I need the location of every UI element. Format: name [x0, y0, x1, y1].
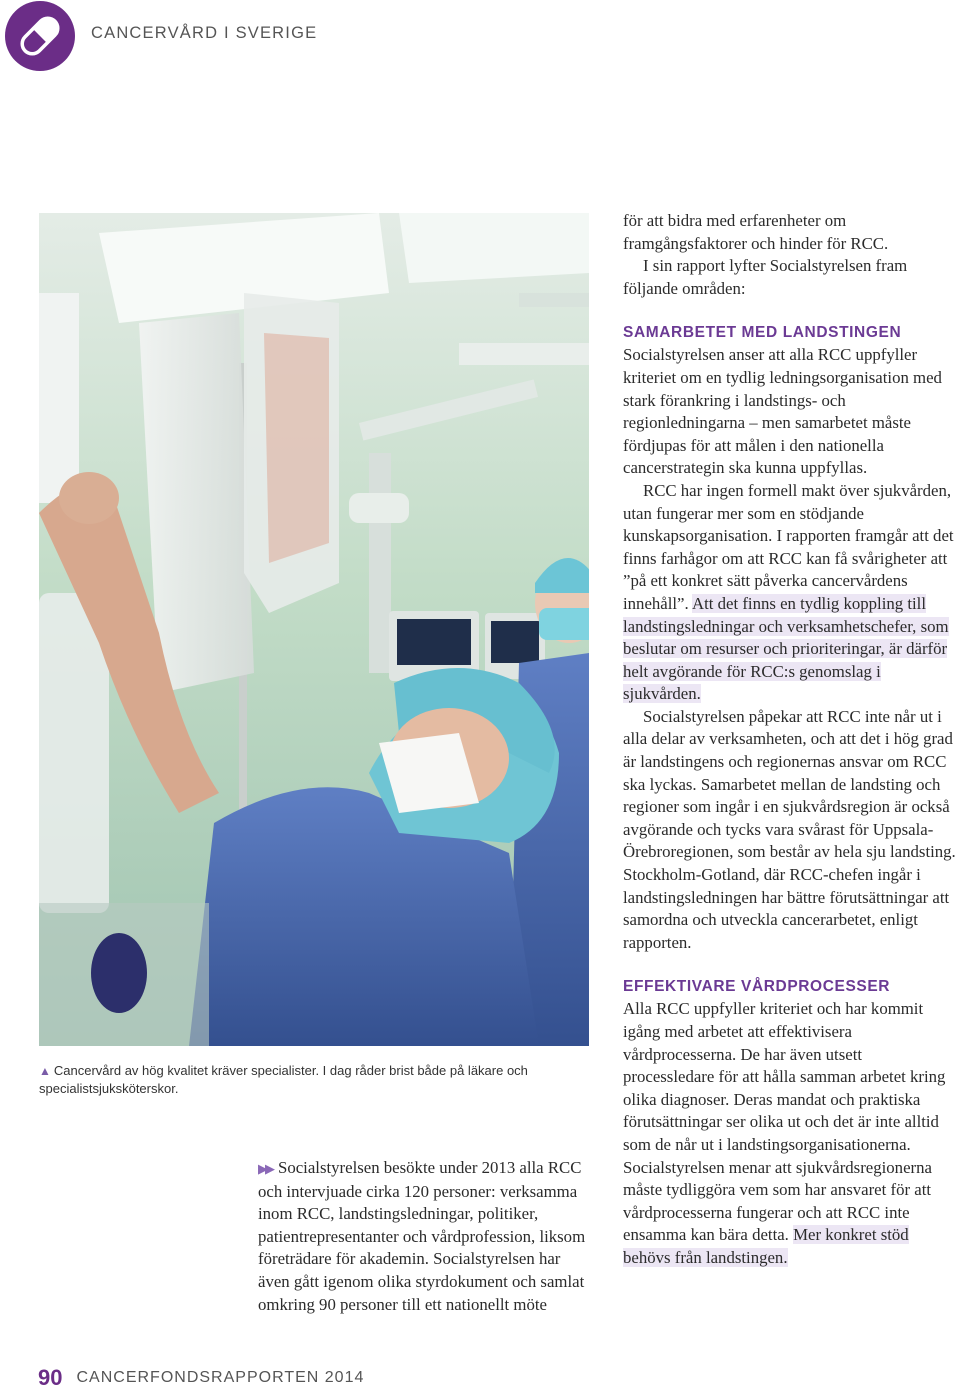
publication-name: CANCERFONDSRAPPORTEN 2014 — [76, 1369, 365, 1386]
section-heading-samarbetet: SAMARBETET MED LANDSTINGEN — [623, 324, 902, 342]
caption-text: Cancervård av hög kvalitet kräver specialister. I dag råder brist både på läkare och specialistsjuksköterskor. — [39, 1063, 528, 1096]
left-paragraph: ▶▶ Socialstyrelsen besökte under 2013 alla RCC och intervjuade cirka 120 personer: verksamma inom RCC, landstingsledningar, politiker, patientrepresentanter och vårdprofession, liksom företrädare för akademin. Socialstyrelsen har även gått igenom olika styrdokument och samlat omkring 90 personer till ett nationellt möte — [258, 1158, 586, 1314]
section2-paragraph-1: Alla RCC uppfyller kriteriet och har kommit igång med arbetet att effektivisera vårdprocesserna. De har även utsett processledare för att hålla samman arbetet kring olika diagnoser. Deras mandat och praktiska förutsättningar ser olika ut och det är inte alltid som de når ut i landstingsorganisationerna. Socialstyrelsen menar att sjukvårdsregionerna måste tydliggöra vem som har ansvaret för att vårdprocesserna fungerar och att RCC inte ensamma kan bära detta. Mer konkret stöd behövs från landstingen. — [623, 999, 946, 1267]
arrow-icon: ▶▶ — [258, 1161, 272, 1176]
page-number: 90 — [38, 1365, 63, 1390]
triangle-icon: ▲ — [39, 1064, 51, 1078]
section1-paragraph-1: Socialstyrelsen anser att alla RCC uppfyller kriteriet om en tydlig ledningsorganisation med stark förankring i landstings- och regionledningarna – men samarbetet måste fördjupas för att målen i den nationella cancerstrategin ska kunna uppfyllas. — [623, 345, 942, 478]
highlighted-text: Mer konkret stöd behövs från landstingen. — [623, 1225, 909, 1267]
left-column — [258, 1157, 594, 1316]
section1-paragraph-2: RCC har ingen formell makt över sjukvården, utan fungerar mer som en stödjande kunskapsorganisation. I rapporten framgår att det finns farhågor om att RCC kan få svårigheter att ”på ett konkret sätt påverka cancervårdens innehåll”. Att det finns en tydlig koppling till landstingsledningar och verksamhetschefer, som beslutar om resurser och prioriteringar, är därför helt avgörande för RCC:s genomslag i sjukvården. — [623, 480, 954, 704]
surgery-photo — [39, 213, 589, 1046]
intro-paragraph-2: I sin rapport lyfter Socialstyrelsen fram följande områden: — [623, 256, 908, 298]
highlighted-text: Att det finns en tydlig koppling till landstingsledningar och verksamhetschefer, som beslutar om resurser och prioriteringar, är därför helt avgörande för RCC:s genomslag i sjukvården. — [623, 593, 949, 704]
section-label: CANCERVÅRD I SVERIGE — [91, 24, 318, 42]
intro-paragraph-1: för att bidra med erfarenheter om framgångsfaktorer och hinder för RCC. — [623, 211, 889, 253]
section1-paragraph-3: Socialstyrelsen påpekar att RCC inte når ut i alla delar av verksamheten, och att det i hög grad är landstingens och regionernas ansvar om RCC ska lyckas. Samarbetet mellan de landsting och regioner som ingår i en sjukvårdsregion är också avgörande och tycks vara svårast för Uppsala-Örebroregionen, som består av hela sju landsting. Stockholm-Gotland, där RCC-chefen ingår i landstingsledningen har bättre förutsättningar att samordna och utveckla cancerarbetet, enligt rapporten. — [623, 706, 956, 952]
page-footer — [38, 1365, 364, 1391]
pill-icon — [5, 1, 75, 71]
right-column — [623, 210, 957, 1270]
section-heading-vardprocesser: EFFEKTIVARE VÅRDPROCESSER — [623, 978, 891, 996]
photo-caption — [39, 1062, 559, 1097]
